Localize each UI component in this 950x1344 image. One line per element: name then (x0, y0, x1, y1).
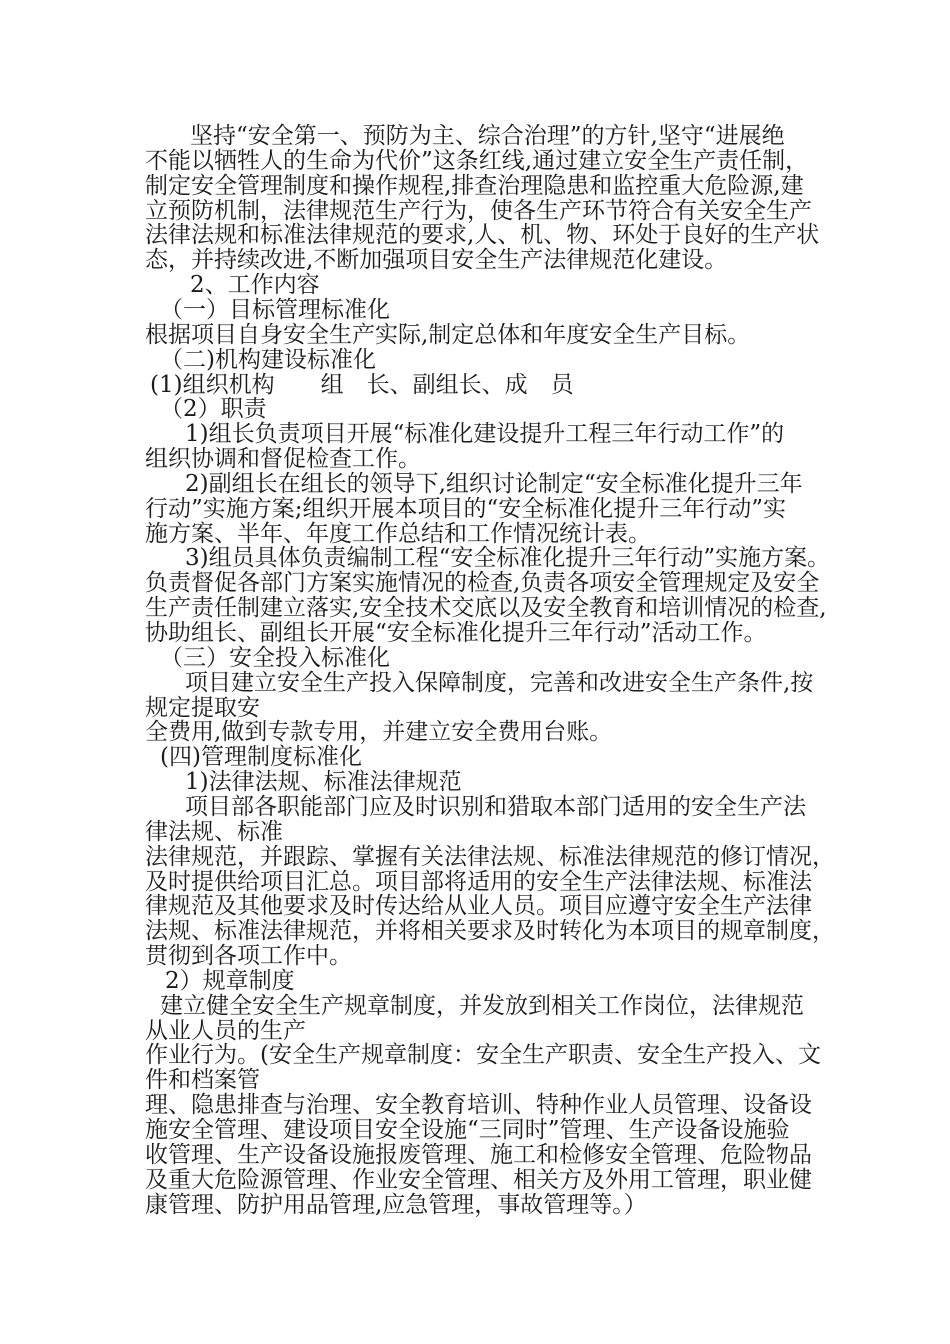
text-line: 建立健全安全生产规章制度，并发放到相关工作岗位，法律规范 (160, 992, 804, 1019)
text-line: (1)组织机构 组 长、副组长、成 员 (150, 371, 574, 398)
text-line: 1)组长负责项目开展“标准化建设提升工程三年行动工作”的 (185, 421, 785, 448)
text-line: 制定安全管理制度和操作规程,排查治理隐患和监控重大危险源,建 (145, 172, 804, 199)
text-line: 项目建立安全生产投入保障制度，完善和改进安全生产条件,按 (185, 669, 814, 696)
text-line: 从业人员的生产 (145, 1017, 306, 1044)
text-line: 2、工作内容 (190, 272, 320, 299)
text-line: 3)组员具体负责编制工程“安全标准化提升三年行动”实施方案。 (185, 545, 831, 572)
text-line: 全费用,做到专款专用，并建立安全费用台账。 (145, 719, 613, 746)
text-line: (四)管理制度标准化 (160, 744, 362, 771)
text-line: 法律法规和标准法律规范的要求,人、机、物、环处于良好的生产状 (145, 222, 820, 249)
text-line: 律法规、标准 (145, 818, 283, 845)
text-line: 坚持“安全第一、预防为主、综合治理”的方针,坚守“进展绝 (190, 123, 785, 149)
text-line: 及重大危险源管理、作业安全管理、相关方及外用工管理，职业健 (145, 1166, 812, 1193)
text-line: 律规范及其他要求及时传达给从业人员。项目应遵守安全生产法律 (145, 893, 812, 920)
text-line: 组织协调和督促检查工作。 (145, 446, 421, 473)
text-line: 法律规范，并跟踪、掌握有关法律法规、标准法律规范的修订情况， (145, 843, 835, 870)
text-line: 及时提供给项目汇总。项目部将适用的安全生产法律法规、标准法 (145, 868, 812, 895)
text-line: （二)机构建设标准化 (160, 346, 376, 373)
text-line: 收管理、生产设备设施报废管理、施工和检修安全管理、危险物品 (145, 1141, 812, 1168)
text-line: 施安全管理、建设项目安全设施“三同时”管理、生产设备设施验 (145, 1117, 790, 1143)
text-line: 康管理、防护用品管理,应急管理，事故管理等。） (145, 1191, 647, 1218)
text-line: 2)副组长在组长的领导下,组织讨论制定“安全标准化提升三年 (185, 470, 803, 497)
text-line: 项目部各职能部门应及时识别和猎取本部门适用的安全生产法 (185, 793, 806, 820)
text-line: 施方案、半年、年度工作总结和工作情况统计表。 (145, 520, 651, 547)
text-line: 2）规章制度 (165, 967, 295, 994)
text-line: 件和档案管 (145, 1067, 260, 1094)
text-line: 作业行为。(安全生产规章制度：安全生产职责、安全生产投入、文 (145, 1042, 821, 1069)
text-line: 根据项目自身安全生产实际,制定总体和年度安全生产目标。 (145, 321, 751, 348)
text-line: 不能以牺牲人的生命为代价”这条红线,通过建立安全生产责任制， (145, 147, 809, 174)
text-line: （一）目标管理标准化 (160, 296, 390, 323)
text-line: 生产责任制建立落实,安全技术交底以及安全教育和培训情况的检查, (145, 595, 827, 622)
text-line: 贯彻到各项工作中。 (145, 943, 352, 970)
text-line: 行动”实施方案;组织开展本项目的“安全标准化提升三年行动”实 (145, 495, 787, 522)
text-line: 负责督促各部门方案实施情况的检查,负责各项安全管理规定及安全 (145, 570, 820, 597)
text-line: 理、隐患排查与治理、安全教育培训、特种作业人员管理、设备设 (145, 1092, 812, 1119)
text-line: 法规、标准法律规范，并将相关要求及时转化为本项目的规章制度， (145, 918, 835, 945)
text-line: 1)法律法规、标准法律规范 (185, 769, 462, 796)
text-line: 协助组长、副组长开展“安全标准化提升三年行动”活动工作。 (145, 620, 767, 646)
text-line: 立预防机制，法律规范生产行为，使各生产环节符合有关安全生产 (145, 197, 812, 224)
text-line: （2）职责 (160, 396, 267, 423)
text-line: （三）安全投入标准化 (160, 644, 390, 671)
text-line: 规定提取安 (145, 694, 260, 721)
text-line: 态，并持续改进,不断加强项目安全生产法律规范化建设。 (145, 247, 728, 274)
